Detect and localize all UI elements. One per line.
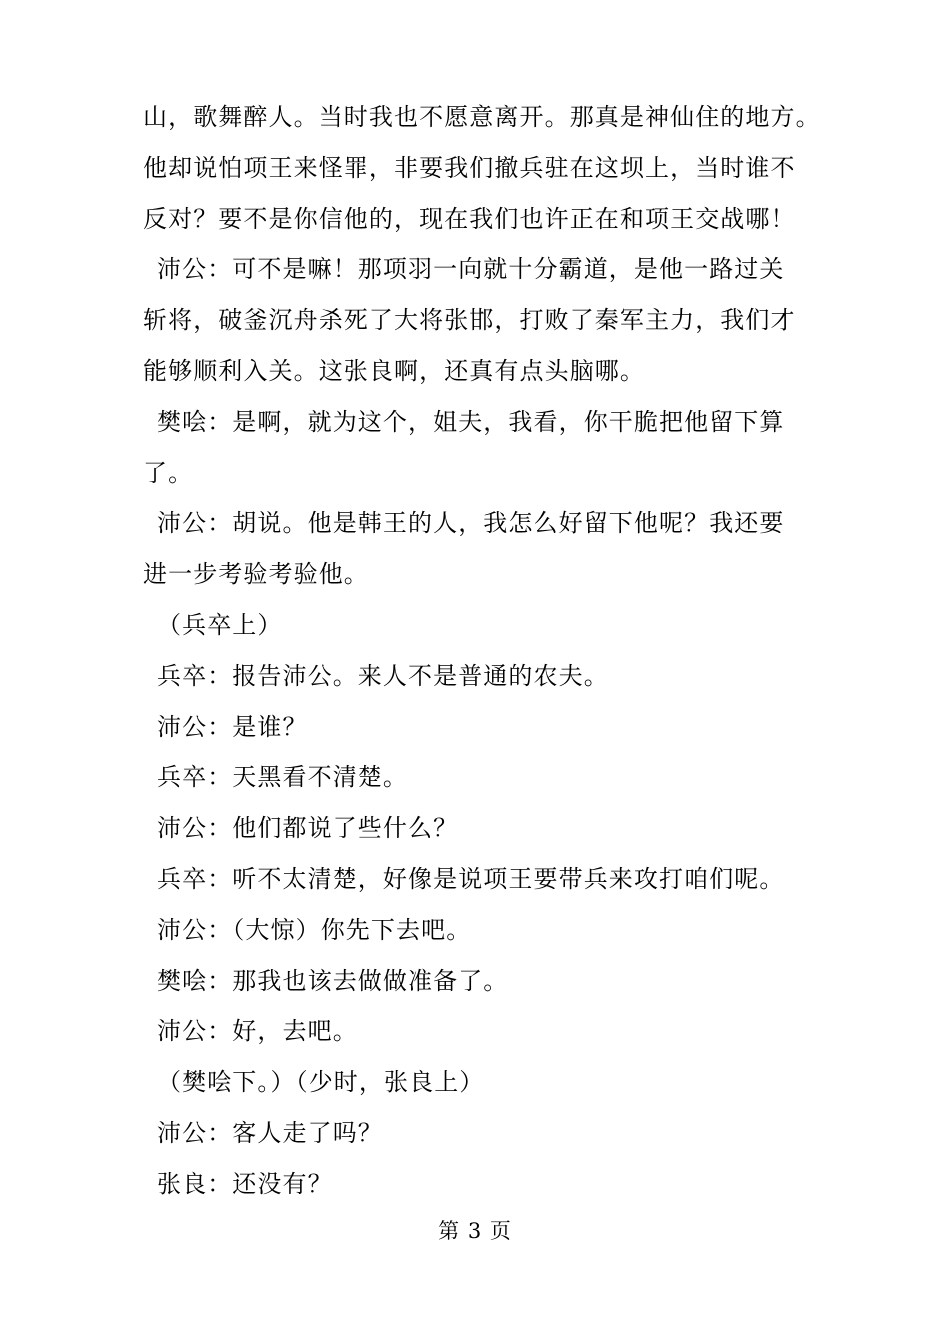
text-line-continuation: 能够顺利入关。这张良啊，还真有点头脑哪。 bbox=[143, 356, 645, 385]
dialogue-line-peigong: 沛公：可不是嘛！那项羽一向就十分霸道，是他一路过关 bbox=[157, 255, 785, 284]
text-line-continuation: 斩将，破釜沉舟杀死了大将张邯，打败了秦军主力，我们才 bbox=[143, 306, 796, 335]
text-line-continuation: 进一步考验考验他。 bbox=[143, 560, 369, 589]
dialogue-line-peigong: 沛公：他们都说了些什么？ bbox=[157, 814, 459, 843]
dialogue-line-peigong: 沛公：是谁？ bbox=[157, 712, 308, 741]
dialogue-line-soldier: 兵卒：报告沛公。来人不是普通的农夫。 bbox=[157, 661, 609, 690]
dialogue-line-zhangliang: 张良：还没有？ bbox=[157, 1169, 333, 1198]
text-line-continuation: 反对？要不是你信他的，现在我们也许正在和项王交战哪！ bbox=[143, 204, 796, 233]
text-line-continuation: 山，歌舞醉人。当时我也不愿意离开。那真是神仙住的地方。 bbox=[143, 103, 821, 131]
script-body bbox=[143, 92, 821, 1210]
text-line-continuation: 了。 bbox=[143, 458, 194, 487]
dialogue-line-soldier: 兵卒：天黑看不清楚。 bbox=[157, 763, 408, 792]
stage-direction: （兵卒上） bbox=[157, 610, 283, 639]
dialogue-line-peigong: 沛公：客人走了吗？ bbox=[157, 1118, 383, 1147]
page-number: 第 3 页 bbox=[438, 1219, 512, 1243]
dialogue-line-fankuai: 樊哙：那我也该去做做准备了。 bbox=[157, 966, 509, 995]
text-line-continuation: 他却说怕项王来怪罪，非要我们撤兵驻在这坝上，当时谁不 bbox=[143, 153, 796, 182]
dialogue-line-peigong: 沛公：好，去吧。 bbox=[157, 1017, 358, 1046]
dialogue-line-soldier: 兵卒：听不太清楚，好像是说项王要带兵来攻打咱们呢。 bbox=[157, 864, 785, 893]
dialogue-line-peigong: 沛公：胡说。他是韩王的人，我怎么好留下他呢？我还要 bbox=[157, 509, 785, 538]
dialogue-line-fankuai: 樊哙：是啊，就为这个，姐夫，我看，你干脆把他留下算 bbox=[157, 407, 785, 436]
stage-direction: （樊哙下。）（少时，张良上） bbox=[157, 1068, 485, 1097]
dialogue-line-peigong: 沛公：（大惊）你先下去吧。 bbox=[157, 915, 472, 944]
